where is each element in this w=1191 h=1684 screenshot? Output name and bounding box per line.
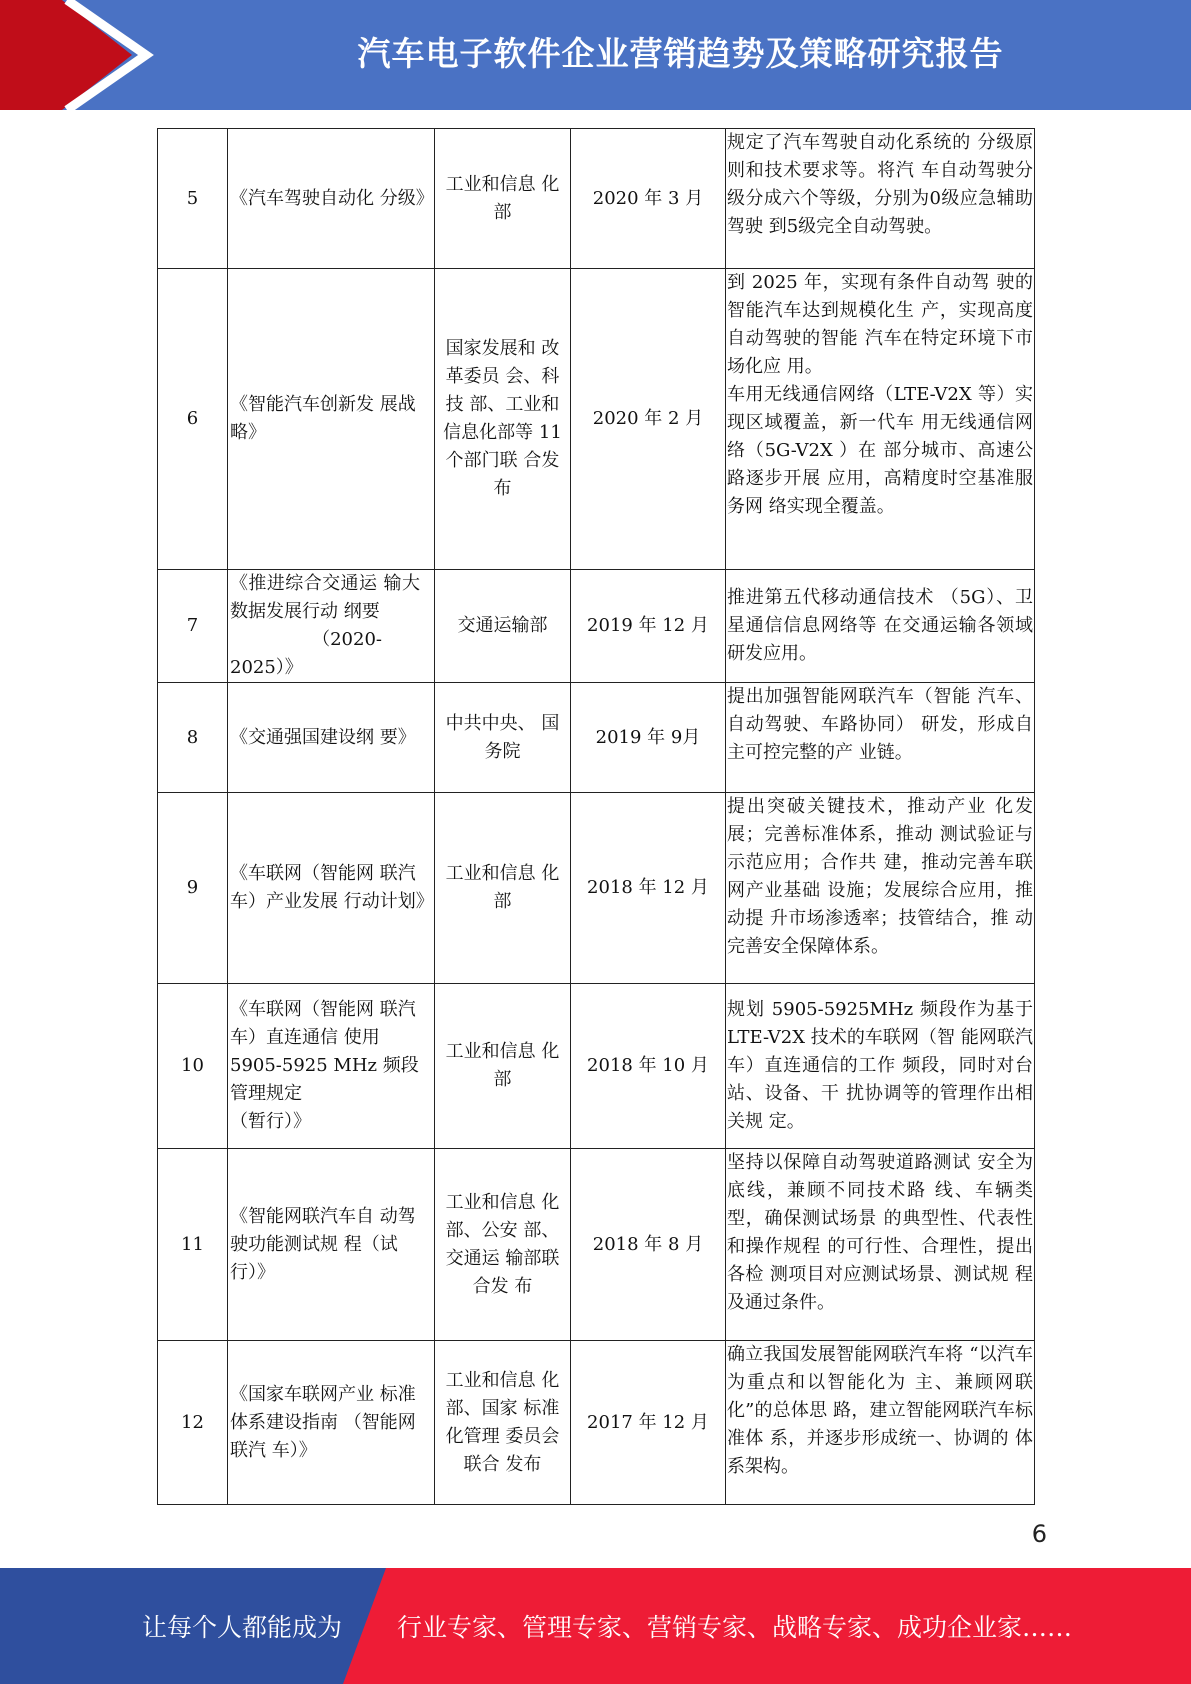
- policy-document: 《汽车驾驶自动化 分级》: [228, 129, 435, 269]
- table-row: [158, 984, 1035, 1149]
- issuing-department: 中共中央、 国务院: [435, 683, 571, 793]
- policy-description: 规定了汽车驾驶自动化系统的 分级原则和技术要求等。将汽 车自动驾驶分级分成六个等级，分别为0级应急辅助驾驶 到5级完全自动驾驶。: [726, 129, 1035, 269]
- row-number: 5: [158, 129, 228, 269]
- policy-document-years: （2020-: [312, 629, 382, 650]
- issuing-department: 工业和信息 化部、国家 标准化管理 委员会联合 发布: [435, 1341, 571, 1505]
- issuing-department: 工业和信息 化部、公安 部、交通运 输部联合发 布: [435, 1149, 571, 1341]
- footer-slogan-lead: 让每个人都能成为: [142, 1613, 343, 1642]
- policy-document: 《国家车联网产业 标准体系建设指南 （智能网联汽 车）》: [228, 1341, 435, 1505]
- row-number: 11: [158, 1149, 228, 1341]
- issuing-department: 工业和信息 化部: [435, 129, 571, 269]
- policy-description-continued: 车用无线通信网络（LTE-V2X 等）实现区域覆盖，新一代车 用无线通信网络（5G-V2X ）在 部分城市、高速公路逐步开展 应用，高精度时空基准服务网 络实现全覆盖。: [727, 384, 1033, 517]
- issuing-department: 交通运输部: [435, 570, 571, 683]
- policy-document: 《推进综合交通运 输大数据发展行动 纲要: [230, 573, 420, 622]
- policy-description-cell: [726, 269, 1035, 570]
- policy-description: 确立我国发展智能网联汽车将 “以汽车为重点和以智能化为 主、兼顾网联化”的总体思 路，建立智能网联汽车标准体 系，并逐步形成统一、协调的 体系架构。: [726, 1341, 1035, 1505]
- issuing-department: 工业和信息 化部: [435, 984, 571, 1149]
- row-number: 10: [158, 984, 228, 1149]
- table-row: [158, 793, 1035, 984]
- policy-document: 《智能网联汽车自 动驾驶功能测试规 程（试行）》: [228, 1149, 435, 1341]
- issue-date: 2018 年 10 月: [571, 984, 726, 1149]
- policy-description: 规划 5905-5925MHz 频段作为基于 LTE-V2X 技术的车联网（智 能网联汽车）直连通信的工作 频段，同时对台站、设备、干 扰协调等的管理作出相关规 定。: [726, 984, 1035, 1149]
- header-banner: [0, 0, 1191, 110]
- policy-document: 《交通强国建设纲 要》: [228, 683, 435, 793]
- policy-description: 提出加强智能网联汽车（智能 汽车、自动驾驶、车路协同） 研发，形成自主可控完整的产 业链。: [726, 683, 1035, 793]
- issue-date: 2019 年 12 月: [571, 570, 726, 683]
- page-number: 6: [1031, 1520, 1047, 1548]
- policy-document: 《车联网（智能网 联汽车）直连通信 使用 5905-5925 MHz 频段管理规定: [230, 999, 419, 1104]
- issue-date: 2020 年 3 月: [571, 129, 726, 269]
- row-number: 12: [158, 1341, 228, 1505]
- issue-date: 2017 年 12 月: [571, 1341, 726, 1505]
- issue-date: 2018 年 12 月: [571, 793, 726, 984]
- table-row: [158, 129, 1035, 269]
- report-title: 汽车电子软件企业营销趋势及策略研究报告: [357, 34, 1004, 73]
- footer-banner: [0, 1568, 1191, 1684]
- issue-date: 2019 年 9月: [571, 683, 726, 793]
- row-number: 9: [158, 793, 228, 984]
- policy-description: 到 2025 年，实现有条件自动驾 驶的智能汽车达到规模化生 产，实现高度自动驾驶的智能 汽车在特定环境下市场化应 用。: [727, 272, 1033, 377]
- table-row: [158, 683, 1035, 793]
- issue-date: 2018 年 8 月: [571, 1149, 726, 1341]
- policy-document-cell: [228, 570, 435, 683]
- table-row: [158, 1341, 1035, 1505]
- table-row: [158, 269, 1035, 570]
- row-number: 8: [158, 683, 228, 793]
- policy-document-cell: [228, 984, 435, 1149]
- row-number: 7: [158, 570, 228, 683]
- policy-description: 坚持以保障自动驾驶道路测试 安全为底线，兼顾不同技术路 线、车辆类型，确保测试场景 的典型性、代表性和操作规程 的可行性、合理性，提出各检 测项目对应测试场景、测试规 程及通过条件。: [726, 1149, 1035, 1341]
- issuing-department: 国家发展和 改革委员 会、科技 部、工业和 信息化部等 11 个部门联 合发布: [435, 269, 571, 570]
- policy-description: 推进第五代移动通信技术 （5G）、卫星通信信息网络等 在交通运输各领域研发应用。: [726, 570, 1035, 683]
- issue-date: 2020 年 2 月: [571, 269, 726, 570]
- policy-document-tail: 2025）》: [230, 657, 303, 678]
- issuing-department: 工业和信息 化部: [435, 793, 571, 984]
- policy-table: [157, 128, 1035, 1505]
- table-row: [158, 1149, 1035, 1341]
- table-row: [158, 570, 1035, 683]
- row-number: 6: [158, 269, 228, 570]
- policy-document: 《车联网（智能网 联汽车）产业发展 行动计划》: [228, 793, 435, 984]
- footer-slogan-roles: 行业专家、管理专家、营销专家、战略专家、成功企业家……: [397, 1613, 1073, 1642]
- policy-document-tail: （暂行）》: [230, 1111, 311, 1132]
- policy-document: 《智能汽车创新发 展战略》: [228, 269, 435, 570]
- policy-description: 提出突破关键技术，推动产业 化发展；完善标准体系，推动 测试验证与示范应用；合作共 建，推动完善车联网产业基础 设施；发展综合应用，推动提 升市场渗透率；技管结合，推 动完善安全保障体系。: [726, 793, 1035, 984]
